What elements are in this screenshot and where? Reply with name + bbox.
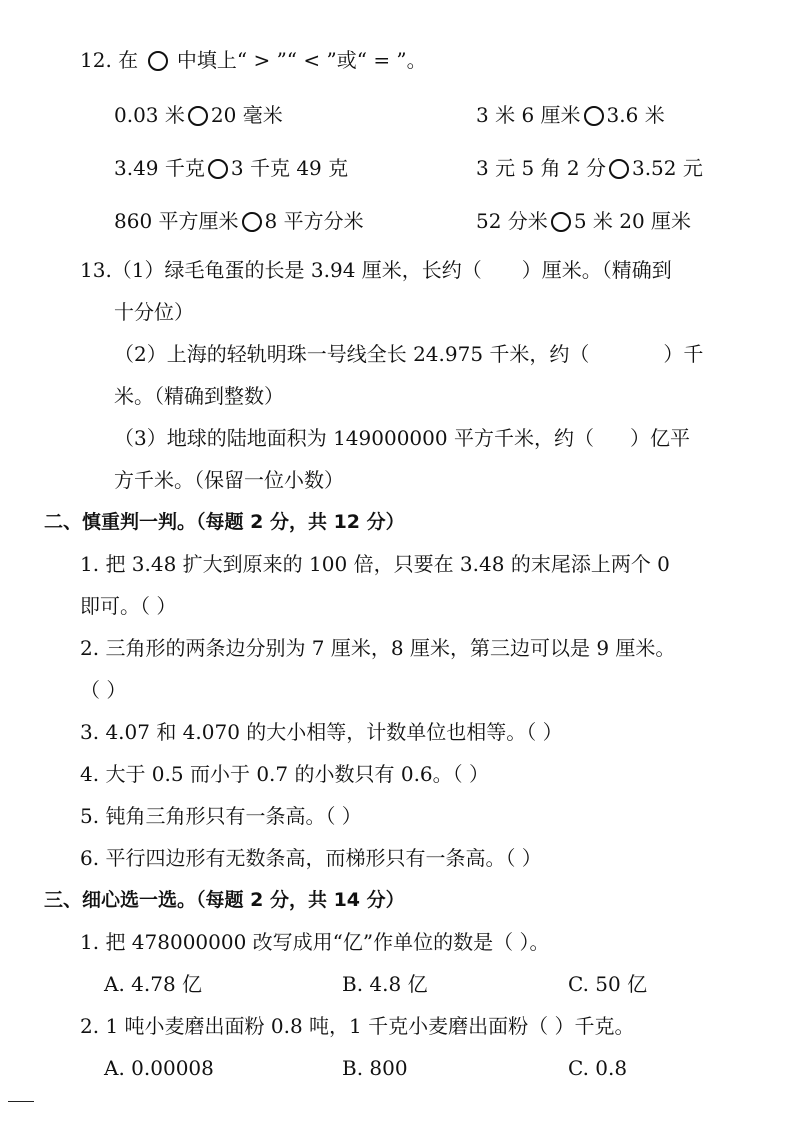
compare-circle bbox=[148, 51, 168, 71]
q12-item-6-left: 52 分米 bbox=[476, 209, 548, 233]
q12-item-1 bbox=[114, 101, 283, 129]
q13-part3-line2: 方千米。（保留一位小数） bbox=[114, 468, 344, 492]
sec2-q2-line1: 2. 三角形的两条边分别为 7 厘米，8 厘米，第三边可以是 9 厘米。 bbox=[80, 636, 676, 660]
q12-item-4 bbox=[476, 154, 703, 182]
q13-p2-a: （2）上海的轻轨明珠一号线全长 24.975 千米，约（ bbox=[114, 342, 590, 366]
q13-p2-b: ）千 bbox=[663, 342, 704, 366]
q12-stem-tail: 中填上“ > ”“ < ”或“ = ”。 bbox=[176, 48, 427, 72]
sec3-q1-option-b: B. 4.8 亿 bbox=[342, 972, 428, 996]
sec2-q4: 4. 大于 0.5 而小于 0.7 的小数只有 0.6。（ ） bbox=[80, 762, 490, 786]
q12-item-2-right: 3.6 米 bbox=[606, 103, 665, 127]
sec3-q2: 2. 1 吨小麦磨出面粉 0.8 吨，1 千克小麦磨出面粉（ ）千克。 bbox=[80, 1014, 635, 1038]
sec2-q3: 3. 4.07 和 4.070 的大小相等，计数单位也相等。（ ） bbox=[80, 720, 563, 744]
q13-p1-b: ）厘米。（精确到 bbox=[521, 258, 672, 282]
q13-p1-a: 13.（1）绿毛龟蛋的长是 3.94 厘米，长约（ bbox=[80, 258, 482, 282]
compare-circle bbox=[208, 159, 228, 179]
sec2-q1-line1: 1. 把 3.48 扩大到原来的 100 倍，只要在 3.48 的末尾添上两个 0 bbox=[80, 552, 670, 576]
q12-item-3 bbox=[114, 154, 348, 182]
q12-item-3-left: 3.49 千克 bbox=[114, 156, 205, 180]
q13-p3-b: ）亿平 bbox=[629, 426, 690, 450]
compare-circle bbox=[609, 159, 629, 179]
sec3-q2-option-c: C. 0.8 bbox=[568, 1056, 628, 1080]
q12-item-5-right: 8 平方分米 bbox=[264, 209, 364, 233]
q12-item-5 bbox=[114, 207, 364, 235]
q12-item-2 bbox=[476, 101, 665, 129]
q13-part3-line1 bbox=[114, 424, 690, 452]
q12-item-1-left: 0.03 米 bbox=[114, 103, 185, 127]
q12-item-4-left: 3 元 5 角 2 分 bbox=[476, 156, 606, 180]
compare-circle bbox=[584, 106, 604, 126]
compare-circle bbox=[188, 106, 208, 126]
sec3-q1: 1. 把 478000000 改写成用“亿”作单位的数是（ ）。 bbox=[80, 930, 550, 954]
q12-item-5-left: 860 平方厘米 bbox=[114, 209, 239, 233]
sec2-q1-line2: 即可。（ ） bbox=[80, 594, 177, 618]
sec3-q2-option-a: A. 0.00008 bbox=[104, 1056, 214, 1080]
q12-stem bbox=[80, 46, 427, 74]
q12-item-1-right: 20 毫米 bbox=[210, 103, 283, 127]
q12-stem-text: 12. 在 bbox=[80, 48, 139, 72]
compare-circle bbox=[242, 212, 262, 232]
q13-p3-a: （3）地球的陆地面积为 149000000 平方千米，约（ bbox=[114, 426, 594, 450]
footer-divider bbox=[8, 1101, 34, 1102]
section-2-title: 二、慎重判一判。（每题 2 分，共 12 分） bbox=[44, 511, 405, 533]
q13-part2-line1 bbox=[114, 340, 703, 368]
q12-item-6-right: 5 米 20 厘米 bbox=[573, 209, 692, 233]
q12-item-6 bbox=[476, 207, 691, 235]
q12-item-4-right: 3.52 元 bbox=[631, 156, 703, 180]
q13-part2-line2: 米。（精确到整数） bbox=[114, 384, 284, 408]
sec3-q1-option-a: A. 4.78 亿 bbox=[104, 972, 203, 996]
compare-circle bbox=[551, 212, 571, 232]
q13-part1-line2: 十分位） bbox=[114, 300, 194, 324]
q12-item-2-left: 3 米 6 厘米 bbox=[476, 103, 581, 127]
q13-part1-line1 bbox=[80, 256, 672, 284]
sec2-q6: 6. 平行四边形有无数条高，而梯形只有一条高。（ ） bbox=[80, 846, 542, 870]
section-3-title: 三、细心选一选。（每题 2 分，共 14 分） bbox=[44, 889, 405, 911]
sec3-q1-option-c: C. 50 亿 bbox=[568, 972, 648, 996]
sec2-q5: 5. 钝角三角形只有一条高。（ ） bbox=[80, 804, 362, 828]
q12-item-3-right: 3 千克 49 克 bbox=[230, 156, 349, 180]
sec3-q2-option-b: B. 800 bbox=[342, 1056, 408, 1080]
sec2-q2-line2: （ ） bbox=[80, 678, 127, 702]
